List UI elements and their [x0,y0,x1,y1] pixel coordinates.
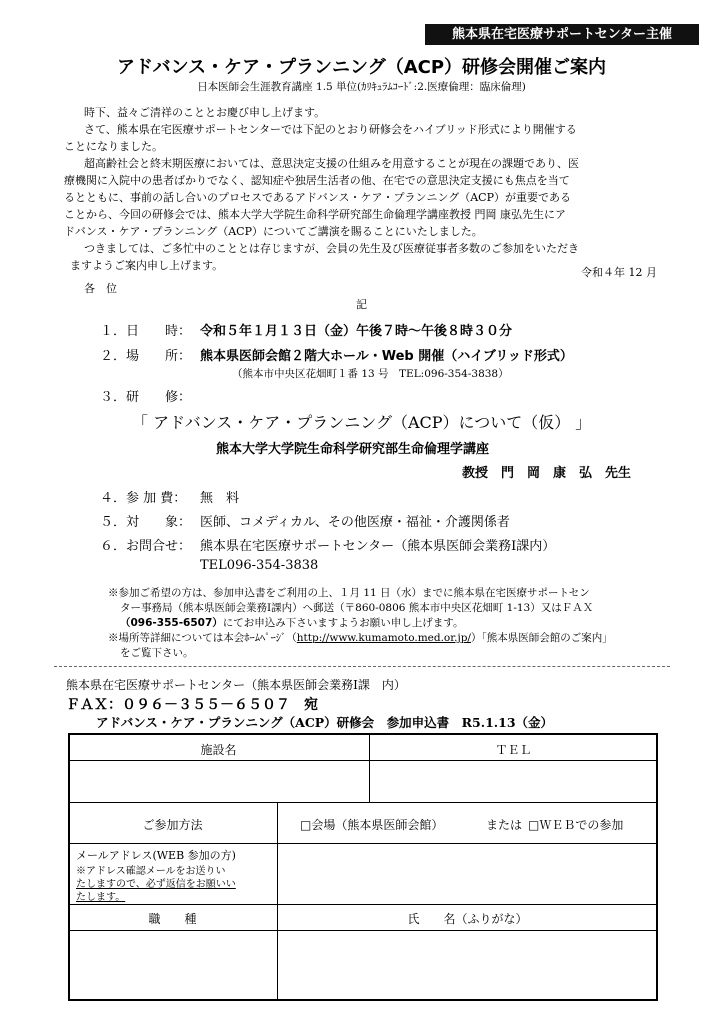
method-label: ご参加方法 [142,818,203,832]
lecturer-affiliation: 熊本大学大学院生命科学研究部生命倫理学講座 [216,442,490,457]
note-text: ※場所等詳細については本会ﾎｰﾑﾍﾟｰｼﾞ（ [108,632,297,644]
fee-value: 無 料 [200,491,240,506]
intro-line: 時下、益々ご清祥のこととお慶び申し上げます。 [84,106,326,119]
contact-value: 熊本県在宅医療サポートセンター（熊本県医師会業務Ⅰ課内） [200,539,556,554]
note-line: ター事務局（熊本県医師会業務Ⅰ課内）へ郵送（〒860-0806 熊本市中央区花畑町 1-13）又はＦＡＸ [120,602,594,614]
email-note-text: たしますので、必ず返信をお願いい [76,879,236,890]
intro-line: さて、熊本県在宅医療サポートセンターでは下記のとおり研修会をハイブリッド形式により開催する [84,123,577,136]
homepage-link[interactable]: http://www.kumamoto.med.or.jp/ [296,632,471,644]
email-note: ※アドレス確認メールをお送りい [76,866,226,877]
fee-label: ４．参 加 費： [100,491,187,506]
intro-line: ドバンス・ケア・プランニング（ACP）についてご講演を賜ることにいたしました。 [64,225,483,238]
target-label: ５．対 象： [100,515,192,530]
form-rule [68,760,658,761]
intro-line: つきましては、ご多忙中のこととは存じますが、会員の先生及び医療従事者多数のご参加をいただき [84,242,579,255]
occupation-input[interactable] [72,934,272,998]
method-web-option[interactable]: □ＷＥＢでの参加 [528,818,624,832]
intro-line: ことから、今回の研修会では、熊本大学大学院生命科学研究部生命倫理学講座教授 門岡 康弘先生にア [64,208,566,221]
lecturer-name: 教授 門 岡 康 弘 先生 [462,466,632,481]
name-header: 氏 名（ふりがな） [407,912,528,926]
email-note: たします。 [76,892,126,903]
note-line [108,630,613,645]
fax-number-header: ＦＡＸ：０９６－３５５－６５０７ 宛 [66,697,318,713]
method-or: または [486,818,523,832]
form-rule [68,904,658,905]
note-line: ※参加ご希望の方は、参加申込書をご利用の上、１月 11 日（水）までに熊本県在宅医療サポートセン [108,587,590,599]
form-rule [68,802,658,803]
facility-input[interactable] [72,763,364,800]
note-text: ）「熊本県医師会館のご案内」 [470,632,613,644]
tel-header: ＴＥＬ [495,743,532,757]
date-value: 令和５年１月１３日（金）午後７時～午後８時３０分 [200,324,513,339]
facility-header: 施設名 [200,743,237,757]
training-label: ３．研 修： [100,390,192,405]
form-rule [277,802,278,1001]
fax-recipient: 熊本県在宅医療サポートセンター（熊本県医師会業務Ⅰ課 内） [66,678,406,692]
form-title: アドバンス・ケア・プランニング（ACP）研修会 参加申込書 R5.1.13（金） [96,715,554,730]
name-input[interactable] [282,934,652,998]
page-title: アドバンス・ケア・プランニング（ACP）研修会開催ご案内 [116,57,607,78]
tel-input[interactable] [492,763,652,800]
email-input[interactable] [282,847,652,901]
intro-line: るとともに、事前の話し合いのプロセスであるアドバンス・ケア・プランニング（ACP）が重要である [64,191,571,204]
issue-date: 令和４年 12 月 [581,266,657,279]
training-title: 「 アドバンス・ケア・プランニング（ACP）について（仮） 」 [132,413,592,432]
date-label: １．日 時： [100,324,192,339]
intro-line: 療機関に入院中の患者ばかりでなく、認知症や独居生活者の他、在宅での意思決定支援にも焦点を当て [64,174,570,187]
intro-line: 超高齢社会と終末期医療においては、意思決定支援の仕組みを用意することが現在の課題であり、医 [84,157,579,170]
place-address: （熊本市中央区花畑町１番 13 号 TEL:096-354-3838） [232,368,509,380]
contact-label: ６．お問合せ： [100,539,192,554]
note-text: にてお申込み下さいますようお願い申し上げます。 [222,617,464,629]
form-rule [68,930,658,931]
fax-number: （096-355-6507） [120,617,223,629]
ki-marker: 記 [356,298,367,311]
method-onsite-option[interactable]: □会場（熊本県医師会館） [300,818,444,832]
place-label: ２．場 所： [100,349,192,364]
intro-line: ますようご案内申し上げます。 [70,259,224,272]
place-value: 熊本県医師会館２階大ホール・Web 開催（ハイブリッド形式） [200,349,573,364]
page-subtitle: 日本医師会生涯教育講座 1.5 単位(ｶﾘｷｭﾗﾑｺｰﾄﾞ:2.医療倫理：臨床倫理) [197,81,526,93]
host-banner: 熊本県在宅医療サポートセンター主催 [425,24,699,45]
cut-line [54,666,670,667]
email-label: メールアドレス(WEB 参加の方) [76,849,236,862]
note-line: をご覧下さい。 [120,647,194,659]
addressee: 各 位 [84,282,117,295]
target-value: 医師、コメディカル、その他医療・福祉・介護関係者 [200,515,510,530]
contact-tel: TEL096-354-3838 [200,558,319,573]
form-rule [68,843,658,844]
note-line [120,615,463,630]
occupation-header: 職 種 [148,912,197,926]
intro-line: ことになりました。 [64,140,163,153]
